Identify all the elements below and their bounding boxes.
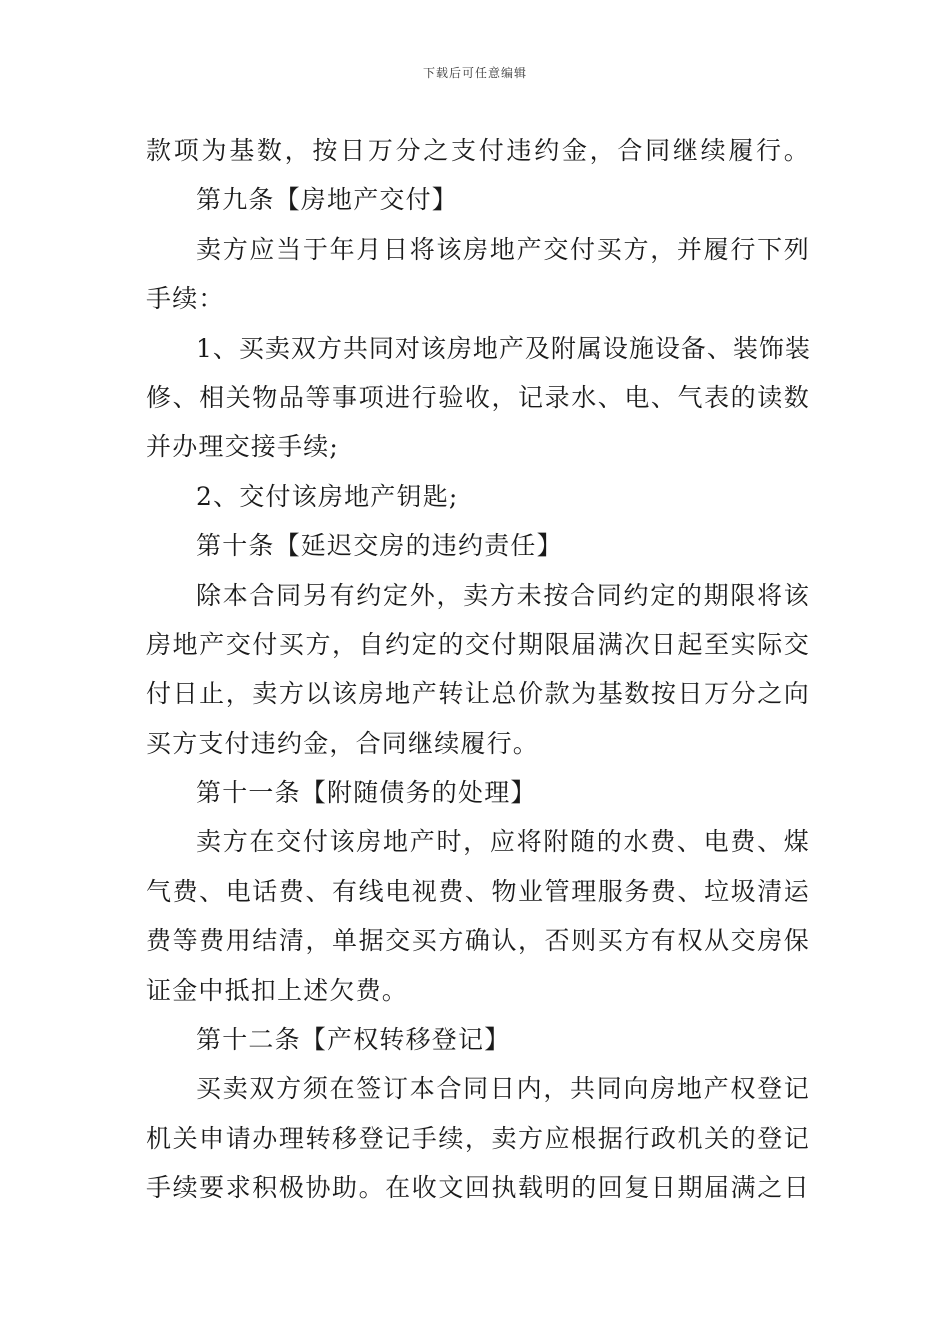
text-line: 并办理交接手续; [146,432,340,462]
list-item: 1、买卖双方共同对该房地产及附属设施设备、装饰装 [196,333,811,363]
text-line: 机关申请办理转移登记手续，卖方应根据行政机关的登记 [146,1123,810,1153]
article-heading: 第十一条【附随债务的处理】 [196,778,537,808]
text-line: 卖方在交付该房地产时，应将附随的水费、电费、煤 [196,827,810,857]
text-line: 付日止，卖方以该房地产转让总价款为基数按日万分之向 [146,679,810,709]
list-item: 2、交付该房地产钥匙; [196,481,459,511]
text-line: 除本合同另有约定外，卖方未按合同约定的期限将该 [196,580,810,610]
text-line: 费等费用结清，单据交买方确认，否则买方有权从交房保 [146,926,810,956]
text-line: 款项为基数，按日万分之支付违约金，合同继续履行。 [146,136,810,165]
article-heading: 第十二条【产权转移登记】 [196,1025,511,1055]
document-body [146,126,810,1213]
text-line: 手续要求积极协助。在收文回执载明的回复日期届满之日 [146,1173,810,1203]
text-line: 房地产交付买方，自约定的交付期限届满次日起至实际交 [146,629,810,659]
text-line: 买方支付违约金，合同继续履行。 [146,728,540,758]
text-line: 卖方应当于年月日将该房地产交付买方，并履行下列 [196,234,810,264]
page-header: 下载后可任意编辑 [422,66,527,80]
text-line: 气费、电话费、有线电视费、物业管理服务费、垃圾清运 [146,876,810,906]
text-line: 修、相关物品等事项进行验收，记录水、电、气表的读数 [146,382,810,412]
text-line: 手续： [146,284,225,314]
article-heading: 第十条【延迟交房的违约责任】 [196,531,563,561]
text-line: 证金中抵扣上述欠费。 [146,975,409,1005]
text-line: 买卖双方须在签订本合同日内，共同向房地产权登记 [196,1074,810,1104]
article-heading: 第九条【房地产交付】 [196,185,459,215]
